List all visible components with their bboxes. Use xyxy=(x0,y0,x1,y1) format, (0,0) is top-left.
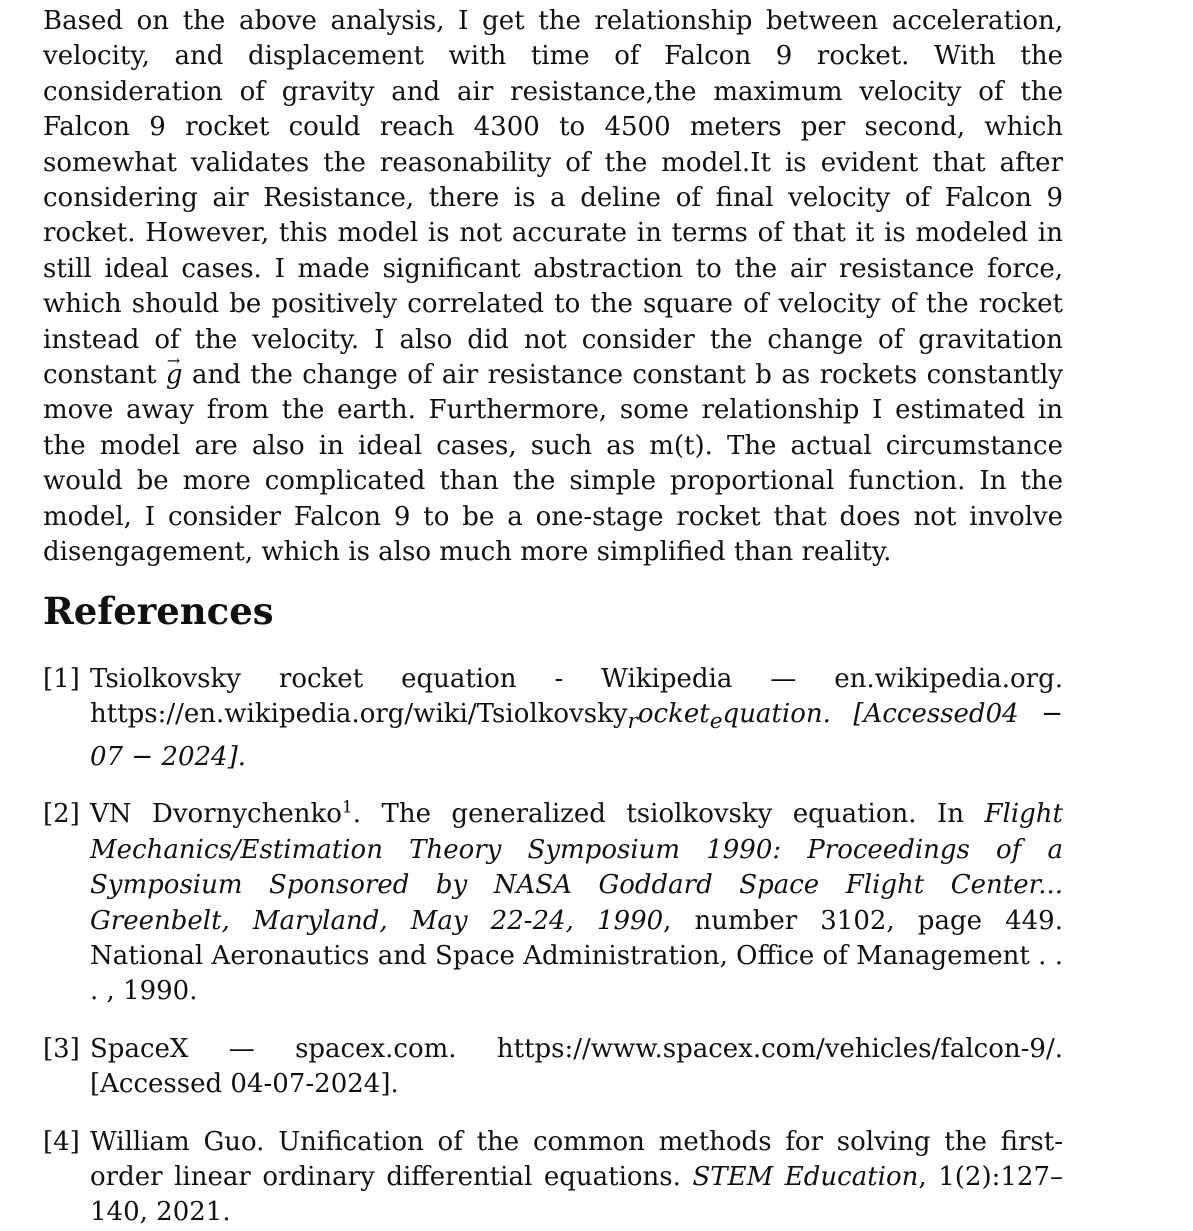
conclusion-paragraph xyxy=(43,4,1063,571)
reference-journal: STEM Education xyxy=(692,1162,919,1193)
reference-subscript: r xyxy=(627,709,638,735)
reference-booktitle: Flight Mechanics/Estimation Theory Symposium 1990: Proceedings of a Symposium Sponsored by NASA Goddard Space Flight Center... Greenbelt, Maryland, May 22-24, 1990 xyxy=(90,799,1063,936)
conclusion-text-part2: and the change of air resistance constant b as rockets constantly move away from the earth. Furthermore, some relationship I estimated in the model are also in ideal cases, such as m(t). The actual circumstance would be more complicated than the simple proportional function. In the model, I consider Falcon 9 to be a one-stage rocket that does not involve disengagement, which is also much more simplified than reality. xyxy=(43,360,1064,568)
reference-list xyxy=(43,662,1063,1231)
reference-text-italic: quation. [Accessed04 − 07 − 2024]. xyxy=(90,699,1063,772)
reference-item-2 xyxy=(43,797,1063,1009)
gravity-vector-symbol: → g xyxy=(166,358,183,393)
reference-title: . The generalized tsiolkovsky equation. In xyxy=(352,799,985,830)
reference-label: [4] xyxy=(43,1126,80,1157)
reference-text: SpaceX — spacex.com. https://www.spacex.com/vehicles/falcon-9/. [Accessed 04-07-2024]. xyxy=(90,1033,1063,1100)
reference-details: , number 3102, page 449. National Aeronautics and Space Administration, Office of Management . . . , 1990. xyxy=(90,905,1063,1007)
reference-details: , 1(2):127–140, 2021. xyxy=(90,1162,1063,1228)
reference-authors: VN Dvornychenko xyxy=(90,799,342,830)
reference-label: [3] xyxy=(43,1033,80,1064)
reference-subscript: e xyxy=(709,709,723,735)
reference-superscript: 1 xyxy=(341,797,353,818)
reference-label: [1] xyxy=(43,664,80,694)
reference-label: [2] xyxy=(43,799,80,830)
conclusion-text-part1: Based on the above analysis, I get the relationship between acceleration, velocity, and displacement with time of Falcon 9 rocket. With the consideration of gravity and air resistance,the maximum velocity of the Falcon 9 rocket could reach 4300 to 4500 meters per second, which somewhat validates the reasonability of the model.It is evident that after considering air Resistance, there is a deline of final velocity of Falcon 9 rocket. However, this model is not accurate in terms of that it is modeled in still ideal cases. I made significant abstraction to the air resistance force, which should be positively correlated to the square of velocity of the rocket instead of the velocity. I also did not consider the change of gravitation constant xyxy=(43,6,1063,391)
reference-text: William Guo. Unification of the common methods for solving the first-order linear ordinary differential equations. xyxy=(90,1126,1063,1193)
reference-item-3 xyxy=(43,1032,1063,1103)
reference-item-4 xyxy=(43,1125,1063,1231)
reference-text: Tsiolkovsky rocket equation - Wikipedia — en.wikipedia.org. https://en.wikipedia.org/wiki/Tsiolkovsky xyxy=(90,664,1063,730)
references-heading: References xyxy=(43,589,274,633)
reference-item-1 xyxy=(43,662,1063,775)
reference-text-italic: ocket xyxy=(637,699,710,730)
